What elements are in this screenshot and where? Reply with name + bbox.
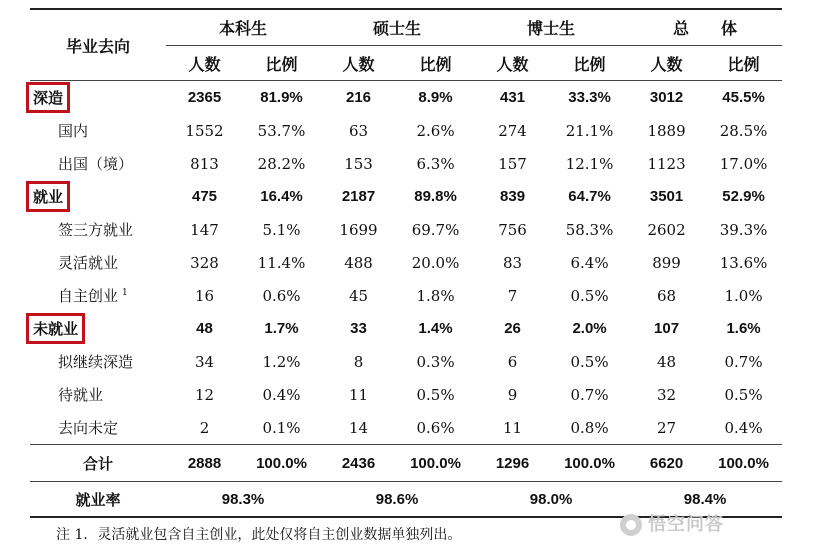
total-cell: 2436 [320,445,397,482]
ratio-cell: 16.4% [260,188,303,205]
count-cell: 899 [652,253,681,272]
table-row [30,378,782,411]
total-cell: 6620 [628,445,705,482]
count-cell: 11 [502,418,523,437]
ratio-cell: 33.3% [568,89,611,106]
row-label: 自主创业 [58,287,119,305]
count-cell: 63 [348,121,369,140]
group-header-doctor: 博士生 [474,9,628,46]
ratio-cell: 0.6% [416,418,455,437]
ratio-cell: 12.1% [565,154,614,173]
group-header-undergrad: 本科生 [166,9,320,46]
count-cell: 2 [199,418,210,437]
ratio-cell: 2.0% [572,320,607,337]
group-header-row [30,9,782,46]
row-label-cell [30,114,166,147]
ratio-cell: 0.4% [724,418,763,437]
count-cell: 1552 [185,121,224,140]
total-cell: 2888 [166,445,243,482]
ratio-cell: 0.3% [416,352,455,371]
total-cell: 100.0% [243,445,320,482]
category-row [30,180,782,213]
count-cell: 14 [348,418,369,437]
count-cell: 2602 [647,220,686,239]
row-label: 待就业 [58,386,104,404]
employment-table [30,8,782,518]
count-cell: 2187 [341,188,376,205]
category-label-cell [30,81,166,115]
ratio-cell: 1.0% [724,286,763,305]
sub-header-count: 人数 [166,46,243,81]
ratio-cell: 39.3% [719,220,768,239]
count-cell: 1123 [647,154,686,173]
ratio-cell: 0.5% [570,352,609,371]
employment-table-container [30,8,782,518]
count-cell: 3012 [649,89,684,106]
count-cell: 32 [657,385,677,404]
count-cell: 7 [507,286,518,305]
row-label: 国内 [58,122,89,140]
row-label-cell [30,213,166,246]
category-highlight-label: 就业 [26,181,70,212]
total-cell: 100.0% [397,445,474,482]
ratio-cell: 64.7% [568,188,611,205]
ratio-cell: 0.8% [570,418,609,437]
category-row [30,81,782,115]
count-cell: 6 [507,352,518,371]
count-cell: 45 [348,286,369,305]
ratio-cell: 45.5% [722,89,765,106]
ratio-cell: 0.1% [262,418,301,437]
ratio-cell: 69.7% [411,220,460,239]
employment-rate-cell: 98.4% [628,482,782,518]
ratio-cell: 0.5% [570,286,609,305]
sub-header-count: 人数 [628,46,705,81]
ratio-cell: 5.1% [262,220,301,239]
table-row [30,246,782,279]
count-cell: 488 [344,253,373,272]
table-row [30,147,782,180]
ratio-cell: 52.9% [722,188,765,205]
count-cell: 274 [498,121,527,140]
total-cell: 100.0% [551,445,628,482]
sub-header-ratio: 比例 [705,46,782,81]
sub-header-count: 人数 [474,46,551,81]
ratio-cell: 1.7% [264,320,299,337]
ratio-cell: 28.5% [719,121,768,140]
count-cell: 83 [502,253,523,272]
ratio-cell: 89.8% [414,188,457,205]
count-cell: 11 [348,385,369,404]
row-label: 拟继续深造 [58,353,134,371]
count-cell: 1889 [647,121,686,140]
total-cell: 1296 [474,445,551,482]
table-row [30,411,782,445]
ratio-cell: 13.6% [719,253,768,272]
ratio-cell: 1.4% [418,320,453,337]
row-label: 灵活就业 [58,254,119,272]
employment-rate-label: 就业率 [30,482,166,518]
table-body [30,81,782,445]
ratio-cell: 0.6% [262,286,301,305]
sub-header-ratio: 比例 [243,46,320,81]
count-cell: 839 [500,188,526,205]
footnote-marker: 1 [122,288,128,298]
ratio-cell: 81.9% [260,89,303,106]
count-cell: 26 [504,320,521,337]
category-highlight-label: 深造 [26,82,70,113]
count-cell: 2365 [187,89,222,106]
ratio-cell: 2.6% [416,121,455,140]
row-label: 出国（境） [58,155,134,173]
ratio-cell: 0.7% [724,352,763,371]
row-label-cell [30,378,166,411]
ratio-cell: 28.2% [257,154,306,173]
table-row [30,279,782,312]
corner-header: 毕业去向 [30,9,166,81]
count-cell: 8 [353,352,364,371]
category-label-cell [30,312,166,345]
ratio-cell: 0.7% [570,385,609,404]
sub-header-ratio: 比例 [397,46,474,81]
ratio-cell: 0.4% [262,385,301,404]
count-cell: 34 [194,352,215,371]
watermark-text: 悟空问答 [648,514,724,535]
employment-rate-cell: 98.6% [320,482,474,518]
employment-rate-cell: 98.3% [166,482,320,518]
group-header-overall: 总 体 [628,9,782,46]
count-cell: 3501 [649,188,684,205]
group-header-master: 硕士生 [320,9,474,46]
sub-header-ratio: 比例 [551,46,628,81]
count-cell: 216 [346,89,372,106]
total-row [30,445,782,482]
row-label-cell [30,246,166,279]
count-cell: 107 [654,320,680,337]
ratio-cell: 1.6% [726,320,761,337]
category-highlight-label: 未就业 [26,313,85,344]
employment-rate-cell: 98.0% [474,482,628,518]
row-label-cell [30,279,166,312]
count-cell: 431 [500,89,526,106]
table-row [30,213,782,246]
sub-header-count: 人数 [320,46,397,81]
table-row [30,114,782,147]
ratio-cell: 53.7% [257,121,306,140]
ratio-cell: 20.0% [411,253,460,272]
ratio-cell: 0.5% [416,385,455,404]
row-label-cell [30,345,166,378]
watermark-logo-icon [620,514,642,536]
ratio-cell: 17.0% [719,154,768,173]
count-cell: 27 [657,418,677,437]
count-cell: 756 [498,220,527,239]
ratio-cell: 6.3% [416,154,455,173]
count-cell: 48 [196,320,213,337]
count-cell: 12 [194,385,215,404]
count-cell: 48 [657,352,677,371]
count-cell: 328 [190,253,219,272]
count-cell: 16 [194,286,215,305]
total-cell: 100.0% [705,445,782,482]
count-cell: 9 [507,385,518,404]
ratio-cell: 6.4% [570,253,609,272]
count-cell: 68 [657,286,677,305]
ratio-cell: 8.9% [418,89,453,106]
row-label: 签三方就业 [58,221,134,239]
row-label-cell [30,147,166,180]
row-label-cell [30,411,166,445]
count-cell: 147 [190,220,219,239]
total-label: 合计 [30,445,166,482]
category-row [30,312,782,345]
row-label: 去向未定 [58,419,119,437]
category-label-cell [30,180,166,213]
ratio-cell: 11.4% [257,253,306,272]
count-cell: 33 [350,320,367,337]
ratio-cell: 0.5% [724,385,763,404]
count-cell: 153 [344,154,373,173]
ratio-cell: 1.2% [262,352,301,371]
count-cell: 1699 [339,220,378,239]
watermark [620,510,724,536]
count-cell: 157 [498,154,527,173]
footnote: 注 1．灵活就业包含自主创业，此处仅将自主创业数据单独列出。 [56,527,462,543]
count-cell: 813 [190,154,219,173]
count-cell: 475 [191,188,218,205]
table-row [30,345,782,378]
ratio-cell: 21.1% [565,121,614,140]
ratio-cell: 1.8% [416,286,455,305]
ratio-cell: 58.3% [565,220,614,239]
